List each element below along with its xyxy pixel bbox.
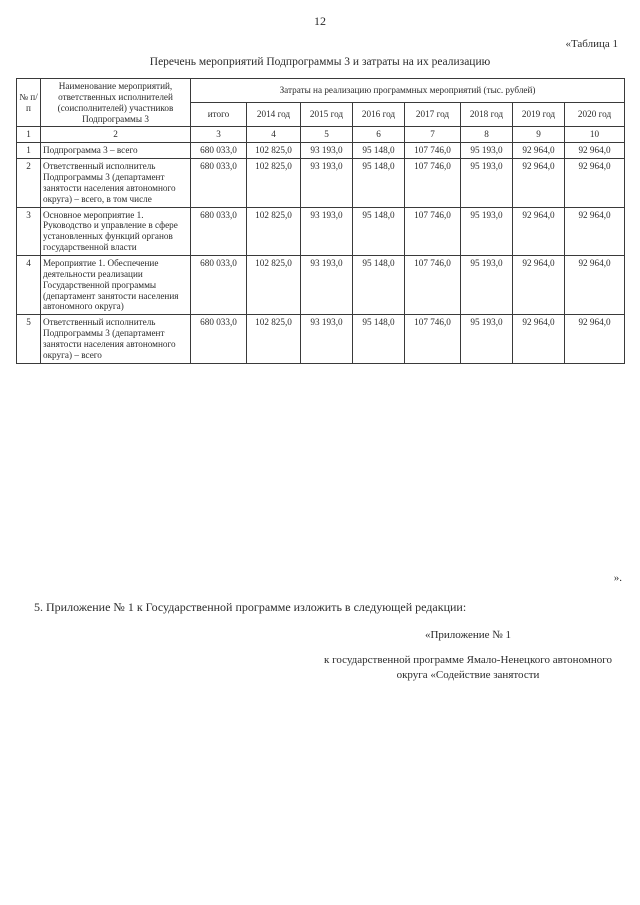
row-total: 680 033,0 <box>191 159 247 207</box>
table-row <box>17 315 625 363</box>
column-index: 2 <box>41 127 191 143</box>
header-year: 2016 год <box>353 103 405 127</box>
row-value: 92 964,0 <box>513 207 565 255</box>
column-index: 8 <box>461 127 513 143</box>
row-value: 93 193,0 <box>301 159 353 207</box>
row-total: 680 033,0 <box>191 256 247 315</box>
row-value: 93 193,0 <box>301 256 353 315</box>
column-index: 9 <box>513 127 565 143</box>
table-row <box>17 143 625 159</box>
row-value: 102 825,0 <box>247 143 301 159</box>
header-costs: Затраты на реализацию программных мероприятий (тыс. рублей) <box>191 79 625 103</box>
appendix-title: «Приложение № 1 <box>424 629 512 641</box>
row-value: 92 964,0 <box>565 256 625 315</box>
column-index: 1 <box>17 127 41 143</box>
table-row <box>17 159 625 207</box>
header-year: 2020 год <box>565 103 625 127</box>
row-value: 95 193,0 <box>461 159 513 207</box>
header-name: Наименование мероприятий, ответственных исполнителей (соисполнителей) участников Подпрограммы 3 <box>41 79 191 127</box>
header-number: № п/п <box>17 79 41 127</box>
row-value: 95 193,0 <box>461 315 513 363</box>
column-index-row <box>17 127 625 143</box>
row-name: Ответственный исполнитель Подпрограммы 3 (департамент занятости населения автономного округа) – всего <box>41 315 191 363</box>
header-total: итого <box>191 103 247 127</box>
row-value: 93 193,0 <box>301 143 353 159</box>
row-value: 93 193,0 <box>301 207 353 255</box>
row-value: 102 825,0 <box>247 207 301 255</box>
row-number: 4 <box>17 256 41 315</box>
row-value: 95 148,0 <box>353 256 405 315</box>
row-value: 92 964,0 <box>513 256 565 315</box>
column-index: 5 <box>301 127 353 143</box>
table-label: «Таблица 1 <box>565 38 618 50</box>
appendix-header <box>318 628 618 683</box>
row-name: Основное мероприятие 1. Руководство и управление в сфере установленных функций органов государственной власти <box>41 207 191 255</box>
row-value: 107 746,0 <box>405 143 461 159</box>
row-value: 102 825,0 <box>247 256 301 315</box>
paragraph-5: 5. Приложение № 1 к Государственной программе изложить в следующей редакции: <box>34 600 467 614</box>
row-value: 93 193,0 <box>301 315 353 363</box>
page-number: 12 <box>314 14 326 28</box>
row-value: 102 825,0 <box>247 159 301 207</box>
row-name: Ответственный исполнитель Подпрограммы 3 (департамент занятости населения автономного округа) – всего, в том числе <box>41 159 191 207</box>
row-value: 92 964,0 <box>565 315 625 363</box>
row-number: 5 <box>17 315 41 363</box>
row-value: 95 148,0 <box>353 159 405 207</box>
row-value: 92 964,0 <box>513 143 565 159</box>
table-row <box>17 207 625 255</box>
table-row <box>17 256 625 315</box>
row-value: 92 964,0 <box>513 315 565 363</box>
column-index: 3 <box>191 127 247 143</box>
row-value: 107 746,0 <box>405 207 461 255</box>
row-value: 107 746,0 <box>405 159 461 207</box>
row-value: 92 964,0 <box>565 143 625 159</box>
row-value: 95 148,0 <box>353 207 405 255</box>
header-year: 2014 год <box>247 103 301 127</box>
appendix-subtitle: к государственной программе Ямало-Ненецкого автономного округа «Содействие занятости <box>324 653 612 681</box>
row-number: 3 <box>17 207 41 255</box>
row-value: 107 746,0 <box>405 315 461 363</box>
column-index: 4 <box>247 127 301 143</box>
header-year: 2019 год <box>513 103 565 127</box>
header-year: 2018 год <box>461 103 513 127</box>
row-value: 92 964,0 <box>565 207 625 255</box>
row-value: 107 746,0 <box>405 256 461 315</box>
measures-table <box>16 78 625 364</box>
row-value: 92 964,0 <box>565 159 625 207</box>
row-number: 1 <box>17 143 41 159</box>
row-value: 102 825,0 <box>247 315 301 363</box>
row-name: Мероприятие 1. Обеспечение деятельности реализации Государственной программы (департамент занятости населения автономного округа) <box>41 256 191 315</box>
column-index: 7 <box>405 127 461 143</box>
column-index: 10 <box>565 127 625 143</box>
row-value: 95 193,0 <box>461 143 513 159</box>
table-heading: Перечень мероприятий Подпрограммы 3 и затраты на их реализацию <box>149 56 491 68</box>
row-value: 95 193,0 <box>461 256 513 315</box>
row-number: 2 <box>17 159 41 207</box>
header-year: 2017 год <box>405 103 461 127</box>
row-name: Подпрограмма 3 – всего <box>41 143 191 159</box>
row-value: 95 148,0 <box>353 315 405 363</box>
column-index: 6 <box>353 127 405 143</box>
row-total: 680 033,0 <box>191 143 247 159</box>
row-total: 680 033,0 <box>191 315 247 363</box>
row-value: 95 193,0 <box>461 207 513 255</box>
row-value: 92 964,0 <box>513 159 565 207</box>
header-year: 2015 год <box>301 103 353 127</box>
row-value: 95 148,0 <box>353 143 405 159</box>
closing-quote: ». <box>613 572 622 584</box>
row-total: 680 033,0 <box>191 207 247 255</box>
